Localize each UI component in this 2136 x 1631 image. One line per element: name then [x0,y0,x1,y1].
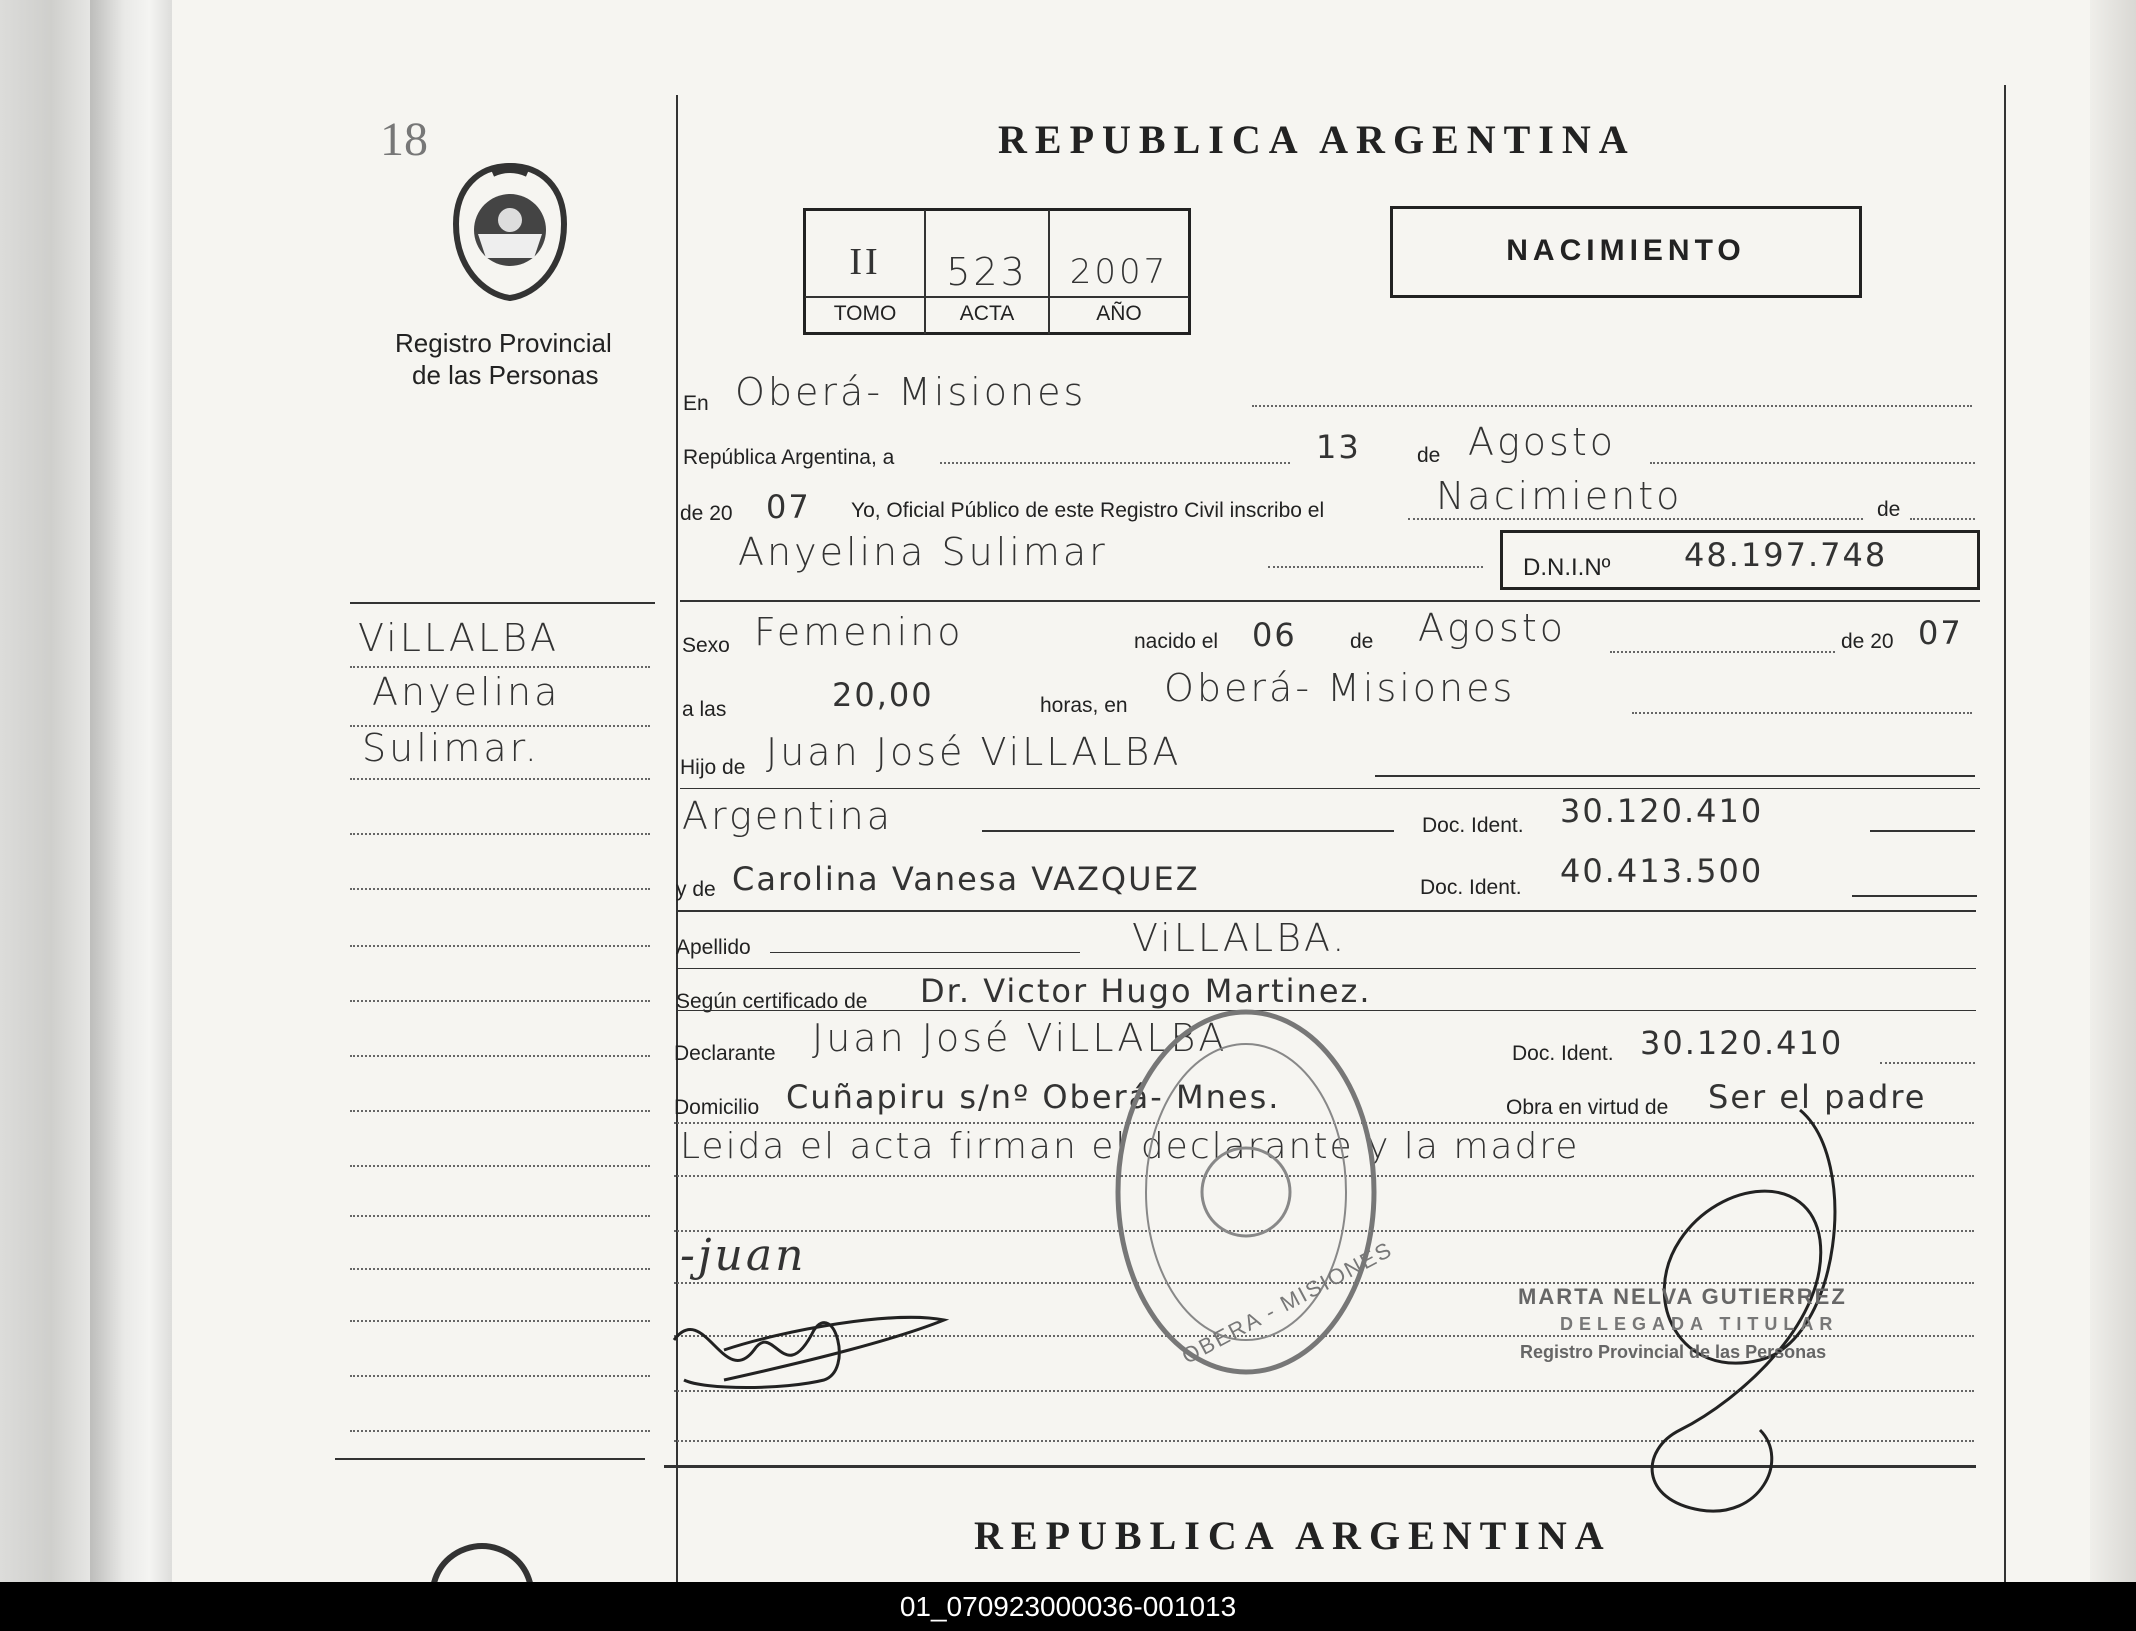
form-line [1852,895,1977,897]
form-line [1650,462,1975,464]
form-line [940,462,1290,464]
republica-label: República Argentina, a [683,446,895,469]
father-doc-value: 30.120.410 [1560,792,1764,830]
margin-line [350,1430,650,1432]
reading-note-value: Leida el acta firman el declarante y la madre [680,1126,1580,1167]
form-line [1408,518,1863,520]
declarante-doc-value: 30.120.410 [1640,1024,1844,1062]
tomo-label: TOMO [833,302,897,325]
book-binding [90,0,175,1582]
margin-line [350,1320,650,1322]
margin-first-name: Anyelina [372,670,561,714]
record-type: NACIMIENTO [1506,234,1746,267]
apellido-label: Apellido [676,936,751,959]
margin-second-name: Sulimar. [362,726,540,770]
child-name-value: Anyelina Sulimar [738,530,1108,574]
form-line [680,788,1980,789]
father-value: Juan José ViLLALBA [766,730,1182,774]
mother-value: Carolina Vanesa VAZQUEZ [732,860,1200,898]
form-line [982,830,1394,832]
form-line [1375,775,1975,777]
margin-line [350,1000,650,1002]
margin-line [350,1165,650,1167]
yde-label: y de [676,878,716,901]
form-line [1252,405,1972,407]
section-rule [680,600,1980,602]
domicilio-value: Cuñapiru s/nº Oberá- Mnes. [786,1078,1281,1116]
form-line [1610,651,1835,653]
sexo-label: Sexo [682,634,730,657]
round-stamp-inner-text: OBERA - MISIONES [1177,1236,1397,1369]
declarante-label: Declarante [674,1042,776,1065]
certificate-value: Dr. Victor Hugo Martinez. [920,972,1372,1010]
birth-year-value: 07 [1918,614,1963,652]
de-label: de [1417,444,1441,467]
de20-label: de 20 [680,502,733,525]
nacido-label: nacido el [1134,630,1219,653]
dni-label: D.N.I.Nº [1523,554,1611,581]
margin-line [350,1110,650,1112]
birth-de-label: de [1350,630,1374,653]
father-doc-label: Doc. Ident. [1422,814,1524,837]
registry-name-line1: Registro Provincial [395,328,612,358]
apellido-value: ViLLALBA. [1132,916,1348,960]
margin-line [350,945,650,947]
image-caption: 01_070923000036-001013 [0,1582,2136,1631]
page-number: 18 [380,113,428,166]
misiones-seal-fragment-icon [422,1540,542,1582]
mother-doc-value: 40.413.500 [1560,852,1764,890]
form-line [1870,830,1975,832]
footer-title: REPUBLICA ARGENTINA [974,1513,1612,1558]
obra-label: Obra en virtud de [1506,1096,1669,1119]
frame-right-line [2004,85,2006,1582]
inscribo-value: Nacimiento [1436,474,1683,518]
mother-doc-label: Doc. Ident. [1420,876,1522,899]
sexo-value: Femenino [754,610,964,654]
domicilio-label: Domicilio [674,1096,760,1119]
acta-value: 523 [946,250,1028,294]
dni-value: 48.197.748 [1684,536,1888,574]
margin-line [350,1055,650,1057]
hour-value: 20,00 [832,676,934,714]
en-label: En [683,392,709,415]
form-line [1880,1062,1975,1064]
form-line [1910,518,1975,520]
official-stamp-line2: DELEGADA TITULAR [1560,1314,1839,1334]
form-line [676,968,1976,969]
alas-label: a las [682,698,727,721]
tomo-value: II [849,241,881,283]
section-rule [676,910,1976,912]
father-nationality-value: Argentina [682,794,894,838]
de-label-2: de [1877,498,1901,521]
hijo-label: Hijo de [680,756,746,779]
year-value: 07 [766,488,811,526]
declarante-doc-label: Doc. Ident. [1512,1042,1614,1065]
margin-line [350,666,650,668]
horas-label: horas, en [1040,694,1128,717]
margin-line [350,1268,650,1270]
margin-line [350,1215,650,1217]
form-line [1268,566,1483,568]
birth-place-value: Oberá- Misiones [1164,666,1516,710]
obra-value: Ser el padre [1708,1078,1927,1116]
margin-line [350,1375,650,1377]
segun-label: Según certificado de [676,990,868,1013]
acta-label: ACTA [959,302,1015,325]
birth-month-value: Agosto [1418,606,1566,650]
record-box-label-rule [805,296,1189,298]
header-title: REPUBLICA ARGENTINA [998,117,1636,162]
declarante-value: Juan José ViLLALBA [812,1016,1228,1060]
margin-line [350,778,650,780]
oficial-label: Yo, Oficial Público de este Registro Civil inscribo el [851,499,1325,522]
page-edge [2090,0,2136,1582]
misiones-seal-icon [452,162,568,302]
margin-top-rule [350,602,655,604]
day-value: 13 [1316,428,1361,466]
birth-day-value: 06 [1252,616,1297,654]
margin-line [350,833,650,835]
official-stamp-line1: MARTA NELVA GUTIERREZ [1518,1284,1847,1309]
registry-name-line2: de las Personas [412,360,599,390]
form-line [1632,712,1972,714]
official-stamp-line3: Registro Provincial de las Personas [1520,1342,1827,1362]
margin-line [350,888,650,890]
birth-de20-label: de 20 [1841,630,1894,653]
month-value: Agosto [1468,420,1616,464]
anio-label: AÑO [1096,302,1142,325]
anio-value: 2007 [1069,252,1169,292]
margin-surname: ViLLALBA [358,616,559,660]
form-line [770,952,1080,953]
place-value: Oberá- Misiones [735,370,1087,414]
margin-bottom-rule [335,1458,645,1460]
signature-name: -juan [680,1230,807,1281]
declarante-signature-icon [664,1290,954,1410]
